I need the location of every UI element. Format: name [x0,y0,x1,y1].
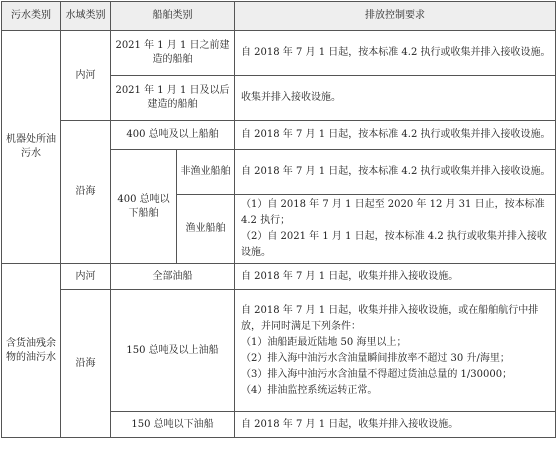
requirement-line: （3）排入海中油污水含油量不得超过货油总量的 1/30000； [241,368,513,380]
header-requirements: 排放控制要求 [235,2,556,31]
sub-type-cell: 渔业船舶 [177,195,235,264]
header-sewage-type: 污水类别 [2,2,61,31]
ship-type-cell: 2021 年 1 月 1 日之前建造的船舶 [111,31,235,76]
water-inland: 内河 [61,264,111,290]
ship-type-cell: 150 总吨以下油船 [111,412,235,438]
requirement-cell: 自 2018 年 7 月 1 日起，收集并排入接收设施。 [235,412,556,438]
requirement-cell: 自 2018 年 7 月 1 日起，按本标准 4.2 执行或收集并排入接收设施。 [235,121,556,150]
requirement-cell: 收集并排入接收设施。 [235,76,556,121]
requirement-cell: 自 2018 年 7 月 1 日起，按本标准 4.2 执行或收集并排入接收设施。 [235,31,556,76]
header-water-type: 水域类别 [61,2,111,31]
ship-type-under-400: 400 总吨以下船舶 [111,150,177,264]
requirement-line: （4）排油监控系统运转正常。 [241,384,378,396]
ship-type-cell: 2021 年 1 月 1 日及以后建造的船舶 [111,76,235,121]
sub-type-cell: 非渔业船舶 [177,150,235,195]
category-machinery-oily-water: 机器处所油污水 [2,31,61,264]
requirement-cell [235,290,556,412]
discharge-control-table [1,1,556,438]
table-row [2,121,556,150]
requirement-line: （1）油船距最近陆地 50 海里以上； [241,336,407,348]
ship-type-cell: 150 总吨及以上油船 [111,290,235,412]
ship-type-cell: 全部油船 [111,264,235,290]
water-coastal: 沿海 [61,121,111,264]
requirement-cell: 自 2018 年 7 月 1 日起，收集并排入接收设施。 [235,264,556,290]
water-inland: 内河 [61,31,111,121]
water-coastal: 沿海 [61,290,111,438]
requirement-line: 自 2018 年 7 月 1 日起，收集并排入接收设施，或在船舶航行中排放，并同时满足下列条件： [241,304,539,332]
requirement-cell: 自 2018 年 7 月 1 日起，按本标准 4.2 执行或收集并排入接收设施。 [235,150,556,195]
requirement-line: （2）排入海中油污水含油量瞬间排放率不超过 30 升/海里； [241,352,510,364]
table-row [2,290,556,412]
requirement-line: （1）自 2018 年 7 月 1 日起至 2020 年 12 月 31 日止，按本标准 4.2 执行； [241,199,545,226]
requirement-cell [235,195,556,264]
header-ship-type: 船舶类别 [111,2,235,31]
table-row [2,264,556,290]
requirement-line: （2）自 2021 年 1 月 1 日起，按本标准 4.2 执行或收集并排入接收设施。 [241,231,547,258]
ship-type-cell: 400 总吨及以上船舶 [111,121,235,150]
table-row [2,31,556,76]
category-cargo-oil-residue-water: 含货油残余物的油污水 [2,264,61,438]
table-header-row [2,2,556,31]
